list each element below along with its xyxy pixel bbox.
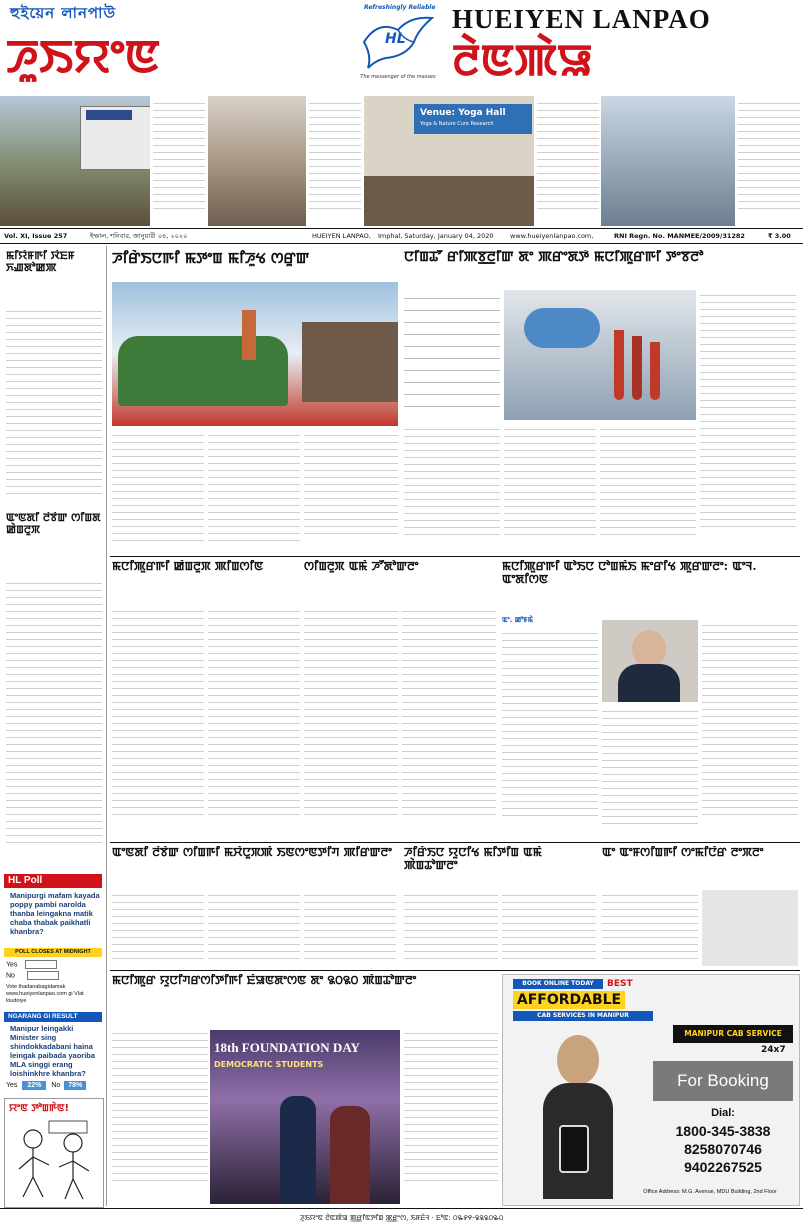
photo-foundation-day: [210, 1030, 400, 1204]
mid-b-body-2: [402, 606, 496, 838]
dateline-web: www.hueiyenlanpao.com,: [510, 232, 594, 240]
poll-no-label: No: [6, 972, 15, 980]
ad-book-online: BOOK ONLINE TODAY: [513, 979, 603, 989]
masthead-script-right: ꯂꯥꯟꯄꯥꯎ: [452, 35, 593, 86]
top-caption-1: [153, 98, 205, 222]
top-caption-4: [738, 98, 800, 222]
lower-c-photo: [702, 890, 798, 966]
mid-a-headline: ꯃꯅꯤꯄꯨꯔꯒꯤ ꯀꯥꯡꯂꯨꯞ ꯄꯤꯡꯁꯤꯟ: [112, 560, 264, 573]
ad-model-photo: [523, 1029, 633, 1199]
lead-b-body-2: [504, 424, 596, 550]
ad-affordable: AFFORDABLE: [513, 991, 625, 1009]
hl-poll: [4, 874, 102, 1094]
mid-c-body-1: [502, 628, 598, 838]
mid-b-headline: ꯁꯤꯡꯂꯨꯞ ꯑꯃꯥ ꯍꯧꯗꯣꯛꯂꯦ: [304, 560, 419, 573]
masthead: [0, 0, 803, 94]
photo-crowd-rubble: [208, 96, 306, 226]
mid-c-body-2: [602, 706, 698, 838]
dateline-place-date: Imphal, Saturday, January 04, 2020: [378, 232, 494, 240]
top-photo-strip: [0, 96, 803, 226]
result-title: NGARANG GI RESULT: [4, 1012, 102, 1022]
left-sidebar: [0, 246, 106, 1206]
lower-a-body-3: [304, 890, 396, 966]
top-caption-3: [537, 98, 599, 222]
poll-yes-radio[interactable]: [25, 960, 57, 969]
poll-vote-text[interactable]: Vote thadanabagidamak www.hueiyenlanpao.com gi Vlat loudoiye: [6, 984, 84, 1004]
bottom-body-1: [112, 1028, 208, 1204]
lead-a-body-3: [304, 430, 398, 550]
dateline-price: ₹ 3.00: [768, 232, 791, 240]
poll-yes-label: Yes: [6, 961, 18, 969]
photo-officials: [601, 96, 735, 226]
result-no-bar: 78%: [64, 1081, 86, 1090]
dateline-rni: RNI Regn. No. MANMEE/2009/31282: [614, 232, 745, 240]
ad-24x7: 24x7: [761, 1045, 786, 1055]
logo-text: HL: [385, 31, 406, 47]
masthead-script-left: ꯍꯨꯏꯌꯦꯟ: [6, 29, 160, 83]
photo-bus-protest: [0, 96, 150, 226]
result-no-label: No: [51, 1082, 61, 1089]
logo-tagline: Refreshingly Reliable: [364, 4, 436, 11]
ad-for-booking: For Booking: [653, 1061, 793, 1101]
photo-lab-tubes: [504, 290, 696, 420]
dateline-script-date: ইম্ফাল, শনিবার, জানুয়ারী ০৪, ২০২০: [90, 232, 188, 240]
ad-phone-1[interactable]: 1800-345-3838: [675, 1123, 771, 1139]
mid-c-byline: ꯑꯦ. ꯀꯣꯝꯃꯥ: [502, 616, 533, 624]
ad-phone-3[interactable]: 9402267525: [684, 1159, 762, 1175]
poll-no-radio[interactable]: [27, 971, 59, 980]
lead-b-summary: [404, 292, 500, 420]
cartoon-drawing-icon: [9, 1117, 99, 1203]
logo-motto: The messenger of the masses: [360, 74, 436, 80]
poll-yes-option[interactable]: [6, 960, 100, 969]
cartoon: [4, 1098, 104, 1208]
lower-a-body-1: [112, 890, 204, 966]
yoga-banner-text: Venue: Yoga Hall: [420, 108, 506, 118]
dateline-vol: Vol. XI, Issue 257: [4, 232, 68, 240]
lower-a-body-2: [208, 890, 300, 966]
lead-a-body-2: [208, 430, 300, 550]
bottom-body-2: [404, 1028, 498, 1204]
ad-best: BEST: [607, 979, 633, 989]
masthead-logo: [352, 4, 444, 86]
photo-tableau: [112, 282, 398, 426]
lower-a-headline: ꯑꯦꯟꯗꯤ ꯂꯩꯕꯥꯛ ꯁꯤꯡꯒꯤ ꯃꯆꯥꯅꯨꯞꯄꯥ ꯏꯟꯁꯦꯟꯇꯤꯚ ꯄꯤꯔꯛꯂꯦ: [112, 846, 392, 859]
ad-phone-2[interactable]: 8258070746: [684, 1141, 762, 1157]
masthead-script-small: হুইয়েন লানপাউ: [10, 4, 117, 22]
ad-brand: MANIPUR CAB SERVICE: [673, 1025, 793, 1043]
lead-a-body-1: [112, 430, 204, 550]
lead-b-body-1: [404, 424, 500, 550]
lead-b-side-body: [700, 290, 796, 550]
yoga-banner-subtext: Yoga & Nature Cure Research: [420, 121, 494, 127]
poll-title: HL Poll: [4, 874, 102, 888]
foundation-banner: 18th FOUNDATION DAY: [214, 1040, 360, 1055]
lower-b-headline: ꯍꯤꯔꯥꯏꯅ ꯌꯨꯅꯤꯠ ꯃꯤꯇꯤꯡ ꯑꯃꯥ ꯄꯥꯡꯊꯣꯛꯂꯦ: [404, 846, 542, 873]
lower-c-body-1: [602, 890, 698, 966]
mid-c-body-3: [702, 620, 798, 838]
dateline: [0, 230, 803, 242]
result-yes-label: Yes: [6, 1082, 18, 1089]
masthead-title-en: HUEIYEN LANPAO: [452, 4, 711, 34]
lower-b-body-1: [404, 890, 498, 966]
lead-b-body-3: [600, 424, 696, 550]
mid-b-body-1: [304, 606, 398, 838]
sidebar-story2-headline: ꯑꯦꯟꯗꯤ ꯂꯩꯕꯥꯛ ꯁꯤꯡꯗ ꯀꯥꯡꯂꯨꯞ: [6, 512, 101, 537]
sidebar-story-body: [6, 306, 102, 506]
mid-a-body-1: [112, 606, 204, 838]
dateline-paper: HUEIYEN LANPAO,: [312, 232, 371, 240]
mid-c-headline: ꯃꯅꯤꯄꯨꯔꯒꯤ ꯑꯣꯏꯅ ꯅꯣꯡꯃꯥꯏ ꯃꯦꯔꯤꯠ ꯄꯨꯔꯛꯂꯦ: ꯑꯦꯜ. ꯑꯦꯗꯤꯁꯟ: [502, 560, 757, 587]
lower-b-body-2: [502, 890, 596, 966]
phone-icon: [559, 1125, 589, 1173]
cartoon-title: ꯌꯦꯟ ꯇꯣꯡꯒꯥꯟ!: [9, 1103, 70, 1114]
mid-a-body-2: [208, 606, 300, 838]
result-yes-bar: 22%: [22, 1081, 46, 1090]
photo-yoga-hall: [364, 96, 534, 226]
poll-closes: POLL CLOSES AT MIDNIGHT: [4, 948, 102, 957]
footer: ꯍꯨꯏꯌꯦꯟ ꯂꯥꯟꯄꯥꯎ ꯄ꯭ꯔꯤꯟꯇꯤꯡ ꯄ꯭ꯔꯦꯁ, ꯏꯝꯐꯥꯜ · ꯐꯣꯟ: ꯰꯳꯸꯵-꯲꯲꯲꯰꯳꯰: [299, 1214, 504, 1222]
result-question: Manipur leingakki Minister sing shindokkadabani haina leingak paibada yaoriba MLA singgi erang loishinkhre khanbra?: [10, 1024, 96, 1078]
ad-dial: Dial:: [711, 1107, 735, 1119]
sidebar-story2-body: [6, 578, 102, 868]
photo-portrait-edison: [602, 620, 698, 702]
ad-cab-services: CAB SERVICES IN MANIPUR: [513, 1011, 653, 1021]
foundation-sub: DEMOCRATIC STUDENTS: [214, 1060, 324, 1069]
lead-a-headline: ꯍꯤꯔꯥꯏꯅꯒꯤ ꯃꯇꯦꯡ ꯃꯤꯍꯨꯠ ꯁꯔꯨꯛ: [112, 250, 310, 267]
cab-service-ad[interactable]: [502, 974, 800, 1206]
lower-c-headline: ꯑꯦ ꯑꯦꯝꯁꯤꯡꯒꯤ ꯁꯦꯃꯤꯅꯥꯔ ꯂꯦꯞꯂꯦ: [602, 846, 764, 859]
lead-b-headline: ꯅꯤꯡꯊꯧ ꯔꯤꯄꯕ꯭ꯂꯤꯛ ꯗꯦ ꯄꯔꯦꯗꯇꯥ ꯃꯅꯤꯄꯨꯔꯒꯤ ꯇꯦꯕꯂꯣ: [404, 250, 704, 265]
ad-office: Office Address: M.G. Avenue, MDU Building, 2nd Floor: [643, 1189, 777, 1195]
top-caption-2: [309, 98, 361, 222]
poll-no-option[interactable]: [6, 971, 100, 980]
sidebar-story-headline: ꯃꯤꯌꯥꯝꯒꯤ ꯋꯥꯐꯝ ꯈꯉꯗꯣꯀꯄ: [6, 250, 75, 275]
result-bars: [6, 1081, 102, 1091]
bottom-headline: ꯃꯅꯤꯄꯨꯔ ꯌꯨꯅꯤꯚꯔꯁꯤꯇꯤꯒꯤ ꯐꯥꯎꯟꯗꯦꯁꯟ ꯗꯦ ꯲꯰꯲꯰ ꯄꯥꯡꯊꯣꯛꯂꯦ: [112, 974, 417, 987]
poll-question: Manipurgi mafam kayada poppy pambi narolda thanba leingakna matik chaba thabak paikhatli khanbra?: [10, 891, 100, 936]
